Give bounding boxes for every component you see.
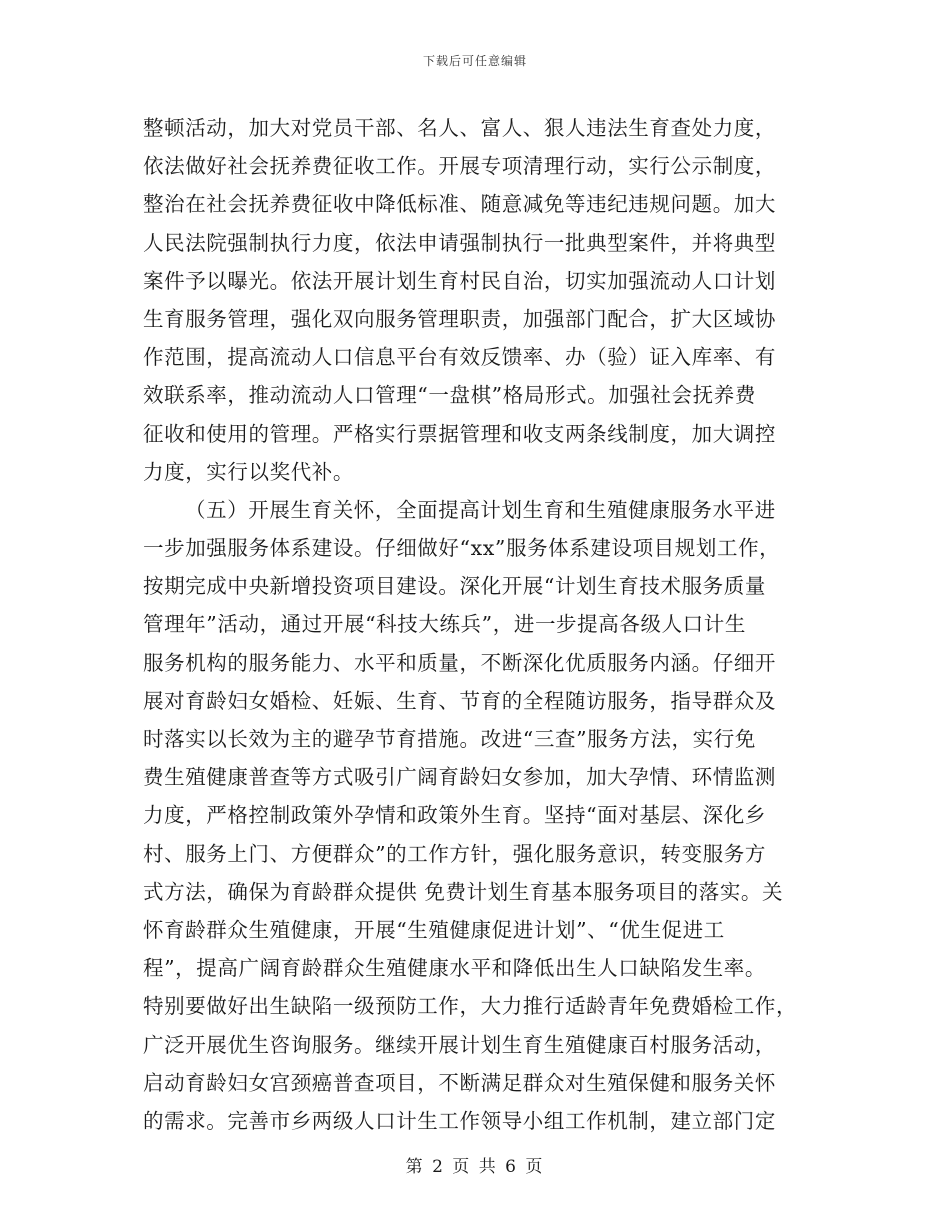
page-number-footer: 第 2 页 共 6 页 [405,1157,545,1177]
text-line: 征收和使用的管理。严格实行票据管理和收支两条线制度，加大调控 [143,421,776,446]
text-line: 村、服务上门、方便群众”的工作方针，强化服务意识，转变服务方 [143,841,766,866]
text-line: 式方法，确保为育龄群众提供 免费计划生育基本服务项目的落实。关 [143,879,784,904]
text-line: 生育服务管理，强化双向服务管理职责，加强部门配合，扩大区域协 [143,306,776,331]
text-line: 人民法院强制执行力度，依法申请强制执行一批典型案件，并将典型 [143,230,776,255]
text-line: 整顿活动，加大对党员干部、名人、富人、狠人违法生育查处力度， [143,116,776,140]
page-header: 下载后可任意编辑 [422,54,527,68]
text-line: 特别要做好出生缺陷一级预防工作，大力推行适龄青年免费婚检工作， [143,994,798,1019]
paragraph-start-line: （五）开展生育关怀，全面提高计划生育和生殖健康服务水平进 [185,497,776,522]
text-line: 管理年”活动，通过开展“科技大练兵”，进一步提高各级人口计生 [143,612,746,637]
text-line: 力度，实行以奖代补。 [143,459,354,484]
text-line: 费生殖健康普查等方式吸引广阔育龄妇女参加，加大孕情、环情监测 [143,765,776,790]
text-line: 启动育龄妇女宫颈癌普查项目，不断满足群众对生殖保健和服务关怀 [143,1070,776,1095]
text-line: 整治在社会抚养费征收中降低标准、随意减免等违纪违规问题。加大 [143,192,776,217]
text-line: 一步加强服务体系建设。仔细做好“xx”服务体系建设项目规划工作， [143,536,781,561]
text-line: 服务机构的服务能力、水平和质量，不断深化优质服务内涵。仔细开 [143,650,776,675]
text-line: 广泛开展优生咨询服务。继续开展计划生育生殖健康百村服务活动， [143,1032,776,1057]
text-line: 作范围，提高流动人口信息平台有效反馈率、办（验）证入库率、有 [143,345,776,370]
text-line: 力度，严格控制政策外孕情和政策外生育。坚持“面对基层、深化乡 [143,803,766,828]
text-line: 效联系率，推动流动人口管理“一盘棋”格局形式。加强社会抚养费 [143,383,756,408]
text-line: 展对育龄妇女婚检、妊娠、生育、节育的全程随访服务，指导群众及 [143,688,776,713]
body-text [143,109,807,1140]
text-line: 时落实以长效为主的避孕节育措施。改进“三查”服务方法，实行免 [143,727,756,751]
text-line: 的需求。完善市乡两级人口计生工作领导小组工作机制，建立部门定 [143,1108,776,1133]
text-line: 依法做好社会抚养费征收工作。开展专项清理行动，实行公示制度， [143,154,776,179]
text-line: 案件予以曝光。依法开展计划生育村民自治，切实加强流动人口计划 [143,268,776,293]
text-line: 程”，提高广阔育龄群众生殖健康水平和降低出生人口缺陷发生率。 [143,956,766,981]
text-line: 按期完成中央新增投资项目建设。深化开展“计划生育技术服务质量 [143,574,766,599]
text-line: 怀育龄群众生殖健康，开展“生殖健康促进计划”、“优生促进工 [143,917,725,942]
